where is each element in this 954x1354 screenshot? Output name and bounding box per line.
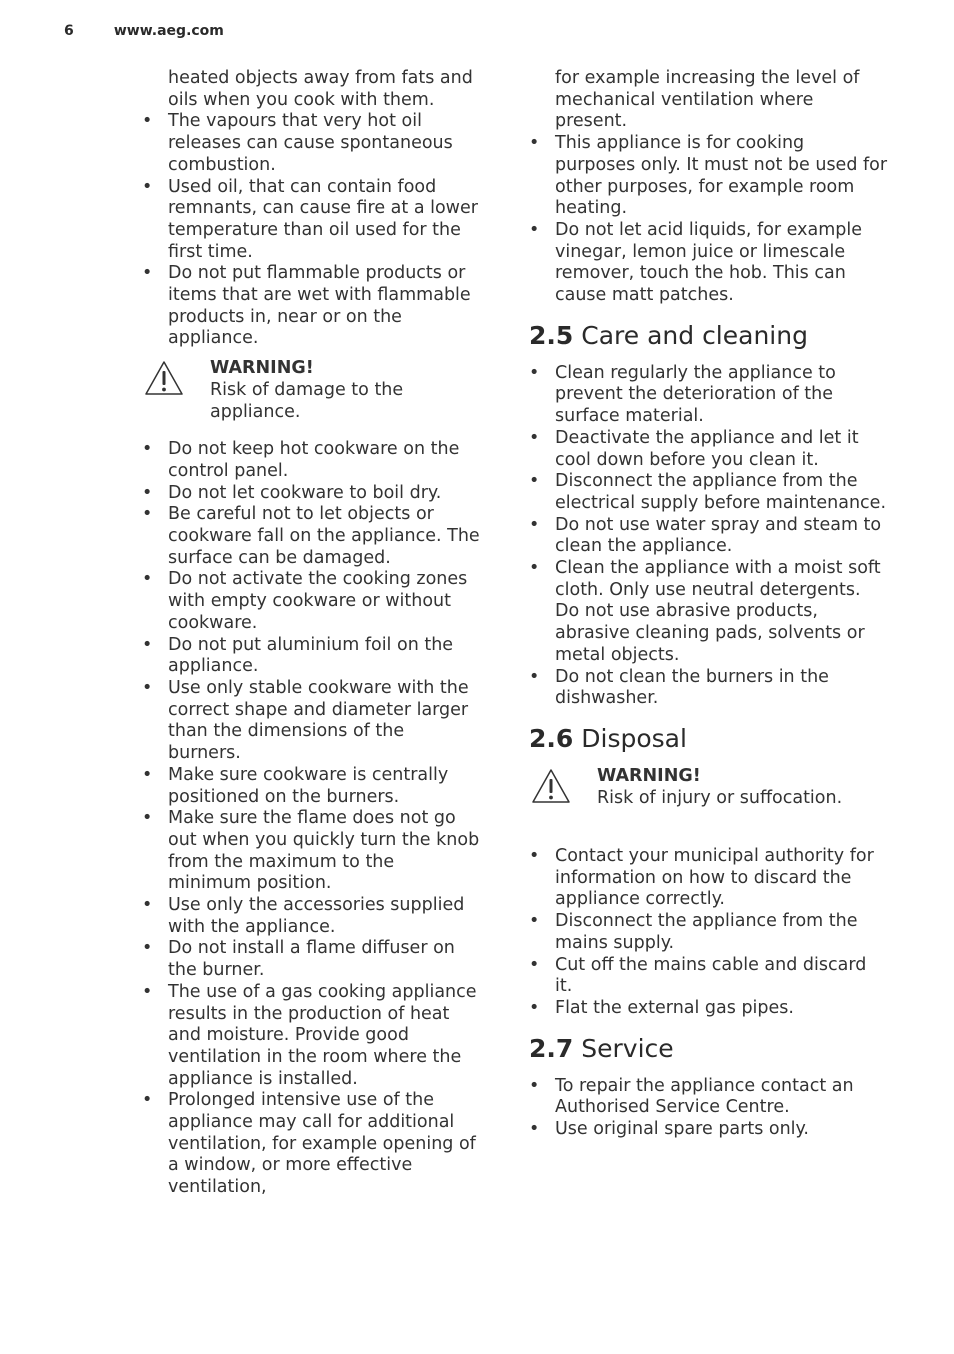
list-item: • The vapours that very hot oil releases can cause spontaneous combustion. — [142, 111, 482, 176]
warning-text: Risk of damage to the appliance. — [210, 379, 404, 422]
list-item: • Disconnect the appliance from the mains supply. — [529, 911, 889, 954]
list-item: • To repair the appliance contact an Authorised Service Centre. — [529, 1076, 889, 1119]
section-number: 2.5 — [529, 320, 574, 350]
bullet-list — [529, 1076, 889, 1141]
section-heading-care — [529, 321, 889, 351]
right-column — [529, 68, 889, 1141]
list-item: • Do not put aluminium foil on the appliance. — [142, 635, 482, 678]
warning-box — [142, 358, 482, 423]
list-item: • Contact your municipal authority for information on how to discard the appliance correctly. — [529, 846, 889, 911]
section-title: Service — [581, 1033, 674, 1063]
list-item: • Clean regularly the appliance to prevent the deterioration of the surface material. — [529, 363, 889, 428]
warning-text: Risk of injury or suffocation. — [597, 787, 843, 808]
continuation-text: heated objects away from fats and oils when you cook with them. — [168, 68, 473, 110]
list-item: • Deactivate the appliance and let it cool down before you clean it. — [529, 428, 889, 471]
section-number: 2.7 — [529, 1033, 574, 1063]
list-item: • Disconnect the appliance from the electrical supply before maintenance. — [529, 471, 889, 514]
list-item: • Do not let acid liquids, for example vinegar, lemon juice or limescale remover, touch the hob. This can cause matt patches. — [529, 220, 889, 307]
list-item: • Be careful not to let objects or cookware fall on the appliance. The surface can be damaged. — [142, 504, 482, 569]
page-number: 6 — [64, 23, 74, 39]
list-item: • Do not put flammable products or items that are wet with flammable products in, near or on the appliance. — [142, 263, 482, 350]
list-item: • This appliance is for cooking purposes only. It must not be used for other purposes, for example room heating. — [529, 133, 889, 220]
warning-triangle-icon — [531, 768, 571, 804]
page-header — [64, 23, 224, 39]
list-item: • Do not keep hot cookware on the control panel. — [142, 439, 482, 482]
list-item: • Clean the appliance with a moist soft cloth. Only use neutral detergents. Do not use abrasive products, abrasive cleaning pads, solvents or metal objects. — [529, 558, 889, 667]
section-number: 2.6 — [529, 723, 574, 753]
section-heading-disposal — [529, 724, 889, 754]
warning-title: WARNING! — [210, 358, 314, 379]
list-item: • Make sure the flame does not go out when you quickly turn the knob from the maximum to the minimum position. — [142, 808, 482, 895]
section-heading-service — [529, 1034, 889, 1064]
warning-title: WARNING! — [597, 765, 701, 786]
left-column — [142, 68, 482, 1199]
list-item: • Prolonged intensive use of the appliance may call for additional ventilation, for example opening of a window, or more effective ventilation, — [142, 1090, 482, 1199]
list-item: • Cut off the mains cable and discard it. — [529, 955, 889, 998]
list-item: • Do not activate the cooking zones with empty cookware or without cookware. — [142, 569, 482, 634]
list-item: • Use only the accessories supplied with the appliance. — [142, 895, 482, 938]
bullet-list — [142, 439, 482, 1199]
list-item: • Use original spare parts only. — [529, 1119, 889, 1141]
list-item: • Do not install a flame diffuser on the burner. — [142, 938, 482, 981]
section-title: Disposal — [581, 723, 687, 753]
list-item: • Use only stable cookware with the correct shape and diameter larger than the dimensions of the burners. — [142, 678, 482, 765]
list-item: • Used oil, that can contain food remnants, can cause fire at a lower temperature than oil used for the first time. — [142, 177, 482, 264]
section-title: Care and cleaning — [581, 320, 808, 350]
website-link[interactable]: www.aeg.com — [113, 23, 224, 39]
bullet-list — [529, 363, 889, 710]
list-item: • The use of a gas cooking appliance results in the production of heat and moisture. Provide good ventilation in the room where the appliance is installed. — [142, 982, 482, 1091]
list-item: • Do not use water spray and steam to clean the appliance. — [529, 515, 889, 558]
list-item: • Flat the external gas pipes. — [529, 998, 889, 1020]
list-item: • Do not clean the burners in the dishwasher. — [529, 667, 889, 710]
list-item: • Do not let cookware to boil dry. — [142, 483, 482, 505]
bullet-list — [142, 111, 482, 350]
warning-box — [529, 766, 889, 830]
bullet-list — [529, 133, 889, 307]
warning-triangle-icon — [144, 360, 184, 396]
list-item: • Make sure cookware is centrally positioned on the burners. — [142, 765, 482, 808]
continuation-text: for example increasing the level of mechanical ventilation where present. — [555, 68, 860, 132]
bullet-list — [529, 846, 889, 1020]
